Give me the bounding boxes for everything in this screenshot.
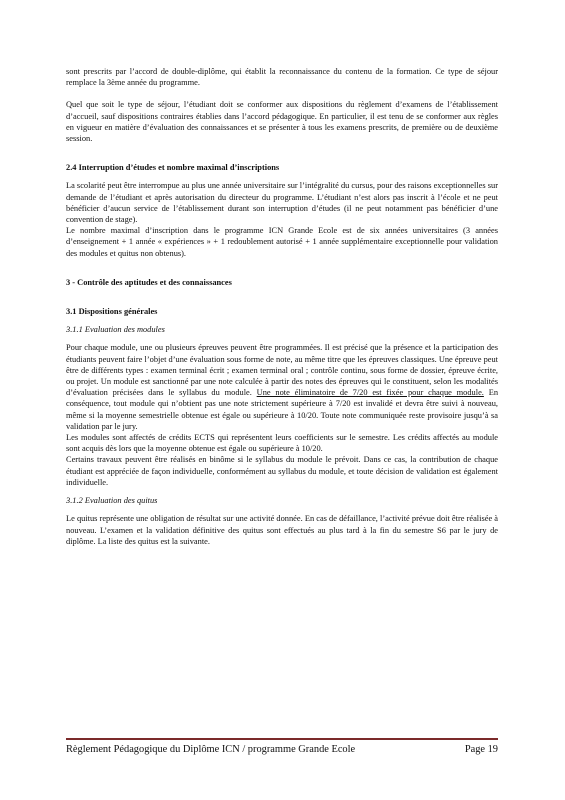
paragraph-reglement-accueil: Quel que soit le type de séjour, l’étudiant doit se conformer aux dispositions du règlement d’examens de l’établissement d’accueil, sauf dispositions contraires établies dans l’accord pédagogique. En particulier, il est tenu de se conformer aux règles en vigueur en matière d’évaluation des connaissances et se présenter à tous les examens prescrits, de première ou de deuxième session. [66,100,498,144]
paragraph-credits-ects: Les modules sont affectés de crédits ECTS qui représentent leurs coefficients sur le semestre. Les crédits affectés au module sont acquis dès lors que la moyenne obtenue est égale ou supérieure à 10/20. [66,433,498,454]
heading-2-4: 2.4 Interruption d’études et nombre maximal d’inscriptions [66,163,280,173]
page-number: Page 19 [464,744,498,755]
paragraph-travaux-binome: Certains travaux peuvent être réalisés en binôme si le syllabus du module le prévoit. Dans ce cas, la contribution de chaque étudiant est appréciée de façon individuelle, conformément au syllabus du module, et toute décision de validation est également individuelle. [66,455,498,487]
paragraph-nombre-inscriptions: Le nombre maximal d’inscription dans le programme ICN Grande Ecole est de six années universitaires (3 années d’enseignement + 1 année « expériences » + 1 redoublement autorisé + 1 année supplémentaire exceptionnelle pour validation des modules et quitus non obtenus). [66,226,498,258]
paragraph-interruption: La scolarité peut être interrompue au plus une année universitaire sur l’intégralité du cursus, pour des raisons exceptionnelles sur demande de l’étudiant et après autorisation du directeur du programme. L’étudiant n’est alors pas inscrit à l’école et ne peut bénéficier d’aucun service de l’établissement durant son interruption d’études (il ne peut notamment pas bénéficier d’une convention de stage). [66,181,498,225]
evaluation-modules-tail: En conséquence, tout module qui n’obtient pas une note strictement supérieure à 7/20 est invalidé et devra être suivi à nouveau, même si la moyenne semestrielle obtenue est égale ou supérieure à 10/20. Toute note communiquée reste provisoire jusqu’à sa validation par le jury. [66,388,499,431]
paragraph-evaluation-modules [66,342,498,432]
heading-3-1: 3.1 Dispositions générales [66,307,158,317]
page-content [66,66,498,547]
note-eliminatoire-text: Une note éliminatoire de 7/20 est fixée pour chaque module. [256,388,484,398]
heading-3-1-2: 3.1.2 Evaluation des quitus [66,496,158,506]
footer-divider [66,738,498,740]
paragraph-quitus: Le quitus représente une obligation de résultat sur une activité donnée. En cas de défaillance, l’activité prévue doit être réalisée à nouveau. L’examen et la validation définitive des quitus sont effectués au plus tard à la fin du semestre S6 par le jury de diplôme. La liste des quitus est la suivante. [66,514,498,546]
footer-title: Règlement Pédagogique du Diplôme ICN / programme Grande Ecole [66,744,356,755]
paragraph-double-diplome: sont prescrits par l’accord de double-diplôme, qui établit la reconnaissance du contenu de la formation. Ce type de séjour remplace la 3ème année du programme. [66,67,498,88]
heading-3: 3 - Contrôle des aptitudes et des connaissances [66,277,232,287]
evaluation-modules-text: Pour chaque module, une ou plusieurs épreuves peuvent être programmées. Il est précisé que la présence et la participation des étudiants peuvent faire l’objet d’une évaluation sous forme de note, au même titre que les épreuves classiques. Une épreuve peut être de différents types : examen terminal écrit ; examen terminal oral ; contrôle continu, sous forme de dossier, épreuve écrite, ou projet. Un module est sanctionné par une note calculée à partir des notes des épreuves qui le constituent, selon les modalités d’évaluation précisées dans le syllabus du module. [66,343,498,398]
heading-3-1-1: 3.1.1 Evaluation des modules [66,325,165,335]
page-footer [66,743,498,756]
